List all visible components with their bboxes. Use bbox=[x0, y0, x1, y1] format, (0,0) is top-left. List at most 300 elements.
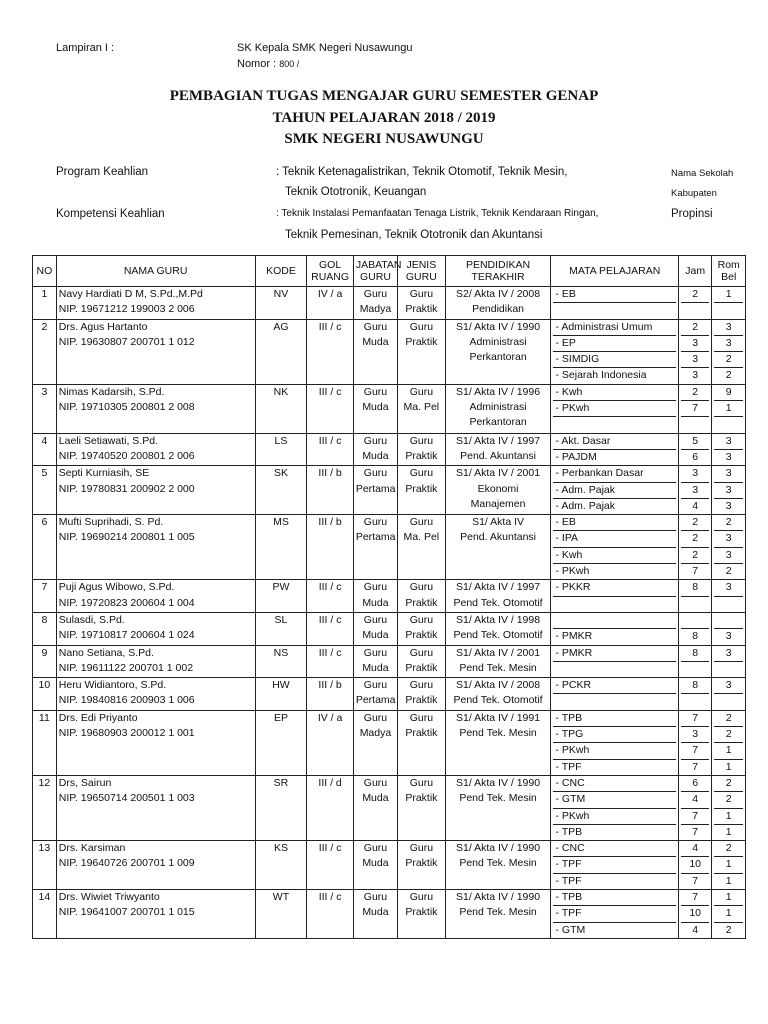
cell-jabatan: Guru Muda bbox=[353, 580, 397, 613]
teacher-name: Mufti Suprihadi, S. Pd. bbox=[58, 516, 164, 529]
cell-gol: IV / a bbox=[307, 710, 353, 775]
cell-gol: III / b bbox=[307, 678, 353, 711]
jam-value: 3 bbox=[681, 336, 709, 352]
title-line-2: TAHUN PELAJARAN 2018 / 2019 bbox=[272, 110, 496, 126]
cell-nama bbox=[56, 841, 255, 890]
cell-kode: MS bbox=[255, 515, 307, 580]
subject: - PAJDM bbox=[555, 450, 597, 463]
subject bbox=[553, 613, 675, 629]
cell-nama bbox=[56, 889, 255, 938]
cell-jenis: Guru Praktik bbox=[398, 710, 446, 775]
cell-jabatan: Guru Madya bbox=[353, 287, 397, 320]
cell-pendidikan: S1/ Akta IV Pend. Akuntansi bbox=[445, 515, 551, 580]
cell-jabatan: Guru Muda bbox=[353, 319, 397, 384]
cell-no: 12 bbox=[33, 775, 57, 840]
table-row bbox=[33, 433, 746, 466]
cell-jenis: Guru Praktik bbox=[398, 841, 446, 890]
subject: - CNC bbox=[553, 776, 675, 792]
rombel-value: 2 bbox=[725, 369, 732, 382]
table-row bbox=[33, 515, 746, 580]
cell-nama bbox=[56, 466, 255, 515]
rombel-value: 3 bbox=[714, 466, 743, 482]
subject: - EB bbox=[553, 287, 675, 303]
jam-value: 2 bbox=[681, 531, 709, 547]
col-mapel: MATA PELAJARAN bbox=[551, 256, 678, 287]
teacher-nip: NIP. 19720823 200604 1 004 bbox=[58, 596, 195, 609]
cell-pendidikan: S1/ Akta IV / 1990 Pend Tek. Mesin bbox=[445, 775, 551, 840]
teacher-name: Drs. Wiwiet Triwyanto bbox=[58, 890, 160, 903]
teacher-nip: NIP. 19650714 200501 1 003 bbox=[58, 792, 195, 805]
teacher-name: Nano Setiana, S.Pd. bbox=[58, 646, 154, 659]
subject: - EP bbox=[553, 336, 675, 352]
rombel-value: 2 bbox=[714, 776, 743, 792]
subject: - PKwh bbox=[553, 809, 675, 825]
cell-jabatan: Guru Muda bbox=[353, 841, 397, 890]
jam-value: 8 bbox=[681, 646, 709, 662]
subject: - TPF bbox=[555, 874, 582, 887]
subject: - TPF bbox=[555, 760, 582, 773]
jam-value: 3 bbox=[681, 483, 709, 499]
cell-mapel bbox=[551, 612, 678, 645]
cell-rombel bbox=[712, 466, 746, 515]
subject: - Kwh bbox=[553, 385, 675, 401]
subject: - TPB bbox=[555, 825, 583, 838]
cell-pendidikan: S1/ Akta IV / 2001 Ekonomi Manajemen bbox=[445, 466, 551, 515]
teacher-nip: NIP. 19710817 200604 1 024 bbox=[58, 629, 195, 642]
teacher-nip: NIP. 19710305 200801 2 008 bbox=[58, 401, 195, 414]
cell-jabatan: Guru Pertama bbox=[353, 678, 397, 711]
cell-pendidikan: S1/ Akta IV / 1997 Pend Tek. Otomotif bbox=[445, 580, 551, 613]
subject: - TPF bbox=[553, 906, 675, 922]
cell-mapel bbox=[551, 678, 678, 711]
cell-jenis: Guru Praktik bbox=[398, 319, 446, 384]
cell-nama bbox=[56, 433, 255, 466]
jam-value: 2 bbox=[681, 320, 709, 336]
subject: - PKwh bbox=[553, 743, 675, 759]
col-gol: GOL RUANG bbox=[307, 256, 353, 287]
cell-mapel bbox=[551, 580, 678, 613]
teacher-name: Drs. Karsiman bbox=[58, 842, 126, 855]
cell-kode: SK bbox=[255, 466, 307, 515]
cell-nama bbox=[56, 384, 255, 433]
rombel-value: 3 bbox=[714, 434, 743, 450]
cell-jenis: Guru Ma. Pel bbox=[398, 384, 446, 433]
cell-gol: III / b bbox=[307, 515, 353, 580]
subject: - EB bbox=[553, 515, 675, 531]
jam-value bbox=[681, 613, 709, 629]
table-row bbox=[33, 841, 746, 890]
cell-gol: III / c bbox=[307, 433, 353, 466]
teaching-assignment-table bbox=[32, 255, 746, 939]
cell-gol: III / c bbox=[307, 384, 353, 433]
rombel-value: 2 bbox=[725, 565, 732, 578]
rombel-value: 2 bbox=[714, 792, 743, 808]
cell-jam bbox=[678, 384, 711, 433]
cell-jabatan: Guru Muda bbox=[353, 384, 397, 433]
jam-value: 2 bbox=[681, 515, 709, 531]
col-jenis: JENIS GURU bbox=[398, 256, 446, 287]
teacher-nip: NIP. 19840816 200903 1 006 bbox=[58, 694, 195, 707]
cell-jam bbox=[678, 678, 711, 711]
subject: - TPF bbox=[553, 857, 675, 873]
cell-nama bbox=[56, 775, 255, 840]
rombel-value: 1 bbox=[725, 760, 732, 773]
cell-rombel bbox=[712, 678, 746, 711]
cell-kode: AG bbox=[255, 319, 307, 384]
cell-mapel bbox=[551, 775, 678, 840]
cell-jam bbox=[678, 515, 711, 580]
rombel-value: 9 bbox=[714, 385, 743, 401]
jam-value: 10 bbox=[681, 906, 709, 922]
subject: - PKwh bbox=[555, 565, 590, 578]
teacher-name: Drs, Sairun bbox=[58, 776, 112, 789]
subject: - Akt. Dasar bbox=[553, 434, 675, 450]
cell-jenis: Guru Praktik bbox=[398, 466, 446, 515]
right-kabupaten: Kabupaten bbox=[671, 188, 717, 199]
cell-jam bbox=[678, 466, 711, 515]
subject: - PCKR bbox=[553, 678, 675, 694]
teacher-name: Drs. Agus Hartanto bbox=[58, 320, 148, 333]
teacher-nip: NIP. 19640726 200701 1 009 bbox=[58, 857, 195, 870]
cell-no: 3 bbox=[33, 384, 57, 433]
subject: - Adm. Pajak bbox=[553, 483, 675, 499]
subject: - GTM bbox=[555, 923, 586, 936]
cell-jabatan: Guru Muda bbox=[353, 775, 397, 840]
cell-kode: SL bbox=[255, 612, 307, 645]
subject: - GTM bbox=[553, 792, 675, 808]
rombel-value: 2 bbox=[714, 841, 743, 857]
subject bbox=[553, 303, 675, 318]
cell-pendidikan: S1/ Akta IV / 1990 Pend Tek. Mesin bbox=[445, 841, 551, 890]
cell-jenis: Guru Praktik bbox=[398, 889, 446, 938]
subject: - PKKR bbox=[553, 580, 675, 596]
cell-nama bbox=[56, 678, 255, 711]
cell-no: 11 bbox=[33, 710, 57, 775]
rombel-value: 2 bbox=[714, 352, 743, 368]
cell-mapel bbox=[551, 515, 678, 580]
program-value-2: Teknik Ototronik, Keuangan bbox=[285, 186, 427, 198]
cell-rombel bbox=[712, 580, 746, 613]
col-no: NO bbox=[33, 256, 57, 287]
rombel-value bbox=[714, 303, 743, 318]
cell-gol: III / c bbox=[307, 580, 353, 613]
jam-value: 8 bbox=[692, 630, 699, 643]
cell-gol: III / c bbox=[307, 889, 353, 938]
cell-nama bbox=[56, 319, 255, 384]
cell-kode: KS bbox=[255, 841, 307, 890]
jam-value bbox=[681, 662, 709, 677]
cell-jenis: Guru Ma. Pel bbox=[398, 515, 446, 580]
rombel-value: 1 bbox=[714, 906, 743, 922]
cell-jabatan: Guru Muda bbox=[353, 433, 397, 466]
subject: - TPG bbox=[553, 727, 675, 743]
jam-value: 7 bbox=[681, 809, 709, 825]
cell-pendidikan: S1/ Akta IV / 2008 Pend Tek. Otomotif bbox=[445, 678, 551, 711]
rombel-value bbox=[714, 662, 743, 677]
cell-jam bbox=[678, 841, 711, 890]
cell-nama bbox=[56, 515, 255, 580]
right-propinsi: Propinsi bbox=[671, 208, 713, 220]
jam-value: 8 bbox=[681, 580, 709, 596]
subject: - Administrasi Umum bbox=[553, 320, 675, 336]
rombel-value: 1 bbox=[714, 743, 743, 759]
rombel-value: 3 bbox=[714, 531, 743, 547]
rombel-value: 3 bbox=[714, 646, 743, 662]
jam-value: 10 bbox=[681, 857, 709, 873]
subject: - PMKR bbox=[553, 646, 675, 662]
cell-gol: III / b bbox=[307, 466, 353, 515]
subject bbox=[553, 597, 675, 612]
teacher-name: Laeli Setiawati, S.Pd. bbox=[58, 434, 158, 447]
jam-value bbox=[681, 597, 709, 612]
table-row bbox=[33, 775, 746, 840]
cell-jenis: Guru Praktik bbox=[398, 287, 446, 320]
jam-value: 3 bbox=[681, 352, 709, 368]
subject bbox=[553, 694, 675, 709]
nomor-label: Nomor : bbox=[237, 58, 277, 70]
cell-mapel bbox=[551, 466, 678, 515]
teacher-name: Navy Hardiati D M, S.Pd.,M.Pd bbox=[58, 288, 203, 300]
kompetensi-value-1: : Teknik Instalasi Pemanfaatan Tenaga Listrik, Teknik Kendaraan Ringan, bbox=[276, 208, 599, 219]
teacher-name: Nimas Kadarsih, S.Pd. bbox=[58, 385, 165, 398]
cell-no: 2 bbox=[33, 319, 57, 384]
cell-pendidikan: S1/ Akta IV / 1998 Pend Tek. Otomotif bbox=[445, 612, 551, 645]
col-rombel: Rom Bel bbox=[712, 256, 746, 287]
teacher-nip: NIP. 19780831 200902 2 000 bbox=[58, 482, 195, 495]
jam-value: 6 bbox=[692, 450, 699, 463]
col-jam: Jam bbox=[678, 256, 711, 287]
rombel-value: 1 bbox=[714, 401, 743, 417]
rombel-value: 1 bbox=[714, 287, 743, 303]
cell-jenis: Guru Praktik bbox=[398, 645, 446, 678]
cell-rombel bbox=[712, 384, 746, 433]
cell-gol: IV / a bbox=[307, 287, 353, 320]
cell-rombel bbox=[712, 433, 746, 466]
teacher-name: Septi Kurniasih, SE bbox=[58, 467, 150, 480]
cell-jam bbox=[678, 889, 711, 938]
rombel-value bbox=[714, 694, 743, 709]
rombel-value: 3 bbox=[714, 548, 743, 564]
cell-mapel bbox=[551, 384, 678, 433]
rombel-value: 3 bbox=[714, 320, 743, 336]
cell-no: 6 bbox=[33, 515, 57, 580]
table-row bbox=[33, 645, 746, 678]
cell-pendidikan: S1/ Akta IV / 1991 Pend Tek. Mesin bbox=[445, 710, 551, 775]
teacher-name: Sulasdi, S.Pd. bbox=[58, 613, 125, 626]
rombel-value: 1 bbox=[714, 809, 743, 825]
jam-value: 2 bbox=[681, 287, 709, 303]
table-header-row bbox=[33, 256, 746, 287]
subject: - Kwh bbox=[553, 548, 675, 564]
cell-pendidikan: S1/ Akta IV / 1997 Pend. Akuntansi bbox=[445, 433, 551, 466]
subject: - PMKR bbox=[555, 630, 593, 643]
jam-value: 4 bbox=[692, 923, 699, 936]
subject: - PKwh bbox=[553, 401, 675, 417]
jam-value bbox=[681, 303, 709, 318]
cell-rombel bbox=[712, 841, 746, 890]
cell-nama bbox=[56, 645, 255, 678]
teacher-name: Puji Agus Wibowo, S.Pd. bbox=[58, 581, 175, 594]
cell-pendidikan: S2/ Akta IV / 2008 Pendidikan bbox=[445, 287, 551, 320]
subject: - IPA bbox=[553, 531, 675, 547]
table-row bbox=[33, 710, 746, 775]
teacher-name: Drs. Edi Priyanto bbox=[58, 711, 138, 724]
teacher-nip: NIP. 19630807 200701 1 012 bbox=[58, 335, 195, 348]
rombel-value: 3 bbox=[714, 483, 743, 499]
kompetensi-label: Kompetensi Keahlian bbox=[56, 208, 165, 220]
right-nama-sekolah: Nama Sekolah bbox=[671, 168, 734, 179]
cell-jam bbox=[678, 612, 711, 645]
cell-gol: III / c bbox=[307, 645, 353, 678]
kompetensi-value-2: Teknik Pemesinan, Teknik Ototronik dan Akuntansi bbox=[285, 229, 543, 241]
cell-rombel bbox=[712, 515, 746, 580]
rombel-value: 2 bbox=[714, 727, 743, 743]
rombel-value bbox=[714, 597, 743, 612]
jam-value: 8 bbox=[681, 678, 709, 694]
jam-value bbox=[681, 417, 709, 432]
cell-rombel bbox=[712, 319, 746, 384]
cell-jenis: Guru Praktik bbox=[398, 612, 446, 645]
subject: - Perbankan Dasar bbox=[553, 466, 675, 482]
jam-value: 3 bbox=[681, 466, 709, 482]
rombel-value: 3 bbox=[714, 336, 743, 352]
jam-value: 2 bbox=[681, 385, 709, 401]
lampiran-label: Lampiran I : bbox=[56, 42, 115, 54]
cell-rombel bbox=[712, 889, 746, 938]
jam-value: 4 bbox=[681, 841, 709, 857]
cell-mapel bbox=[551, 287, 678, 320]
cell-no: 10 bbox=[33, 678, 57, 711]
col-kode: KODE bbox=[255, 256, 307, 287]
cell-kode: SR bbox=[255, 775, 307, 840]
cell-nama bbox=[56, 612, 255, 645]
jam-value: 3 bbox=[692, 369, 699, 382]
cell-pendidikan: S1/ Akta IV / 1990 Administrasi Perkantoran bbox=[445, 319, 551, 384]
cell-nama bbox=[56, 287, 255, 320]
cell-gol: III / c bbox=[307, 612, 353, 645]
rombel-value: 1 bbox=[725, 825, 732, 838]
table-row bbox=[33, 287, 746, 320]
jam-value: 6 bbox=[681, 776, 709, 792]
cell-jabatan: Guru Muda bbox=[353, 889, 397, 938]
cell-no: 1 bbox=[33, 287, 57, 320]
cell-no: 4 bbox=[33, 433, 57, 466]
rombel-value: 1 bbox=[725, 874, 732, 887]
cell-rombel bbox=[712, 287, 746, 320]
subject bbox=[553, 662, 675, 677]
cell-mapel bbox=[551, 433, 678, 466]
subject: - CNC bbox=[553, 841, 675, 857]
rombel-value: 2 bbox=[714, 515, 743, 531]
cell-kode: NV bbox=[255, 287, 307, 320]
cell-kode: LS bbox=[255, 433, 307, 466]
cell-jam bbox=[678, 580, 711, 613]
rombel-value: 3 bbox=[725, 450, 732, 463]
cell-nama bbox=[56, 580, 255, 613]
cell-jam bbox=[678, 645, 711, 678]
cell-mapel bbox=[551, 889, 678, 938]
cell-rombel bbox=[712, 645, 746, 678]
rombel-value: 1 bbox=[714, 890, 743, 906]
cell-kode: PW bbox=[255, 580, 307, 613]
subject: - Sejarah Indonesia bbox=[555, 369, 647, 382]
cell-mapel bbox=[551, 319, 678, 384]
cell-jam bbox=[678, 710, 711, 775]
cell-no: 5 bbox=[33, 466, 57, 515]
title-line-1: PEMBAGIAN TUGAS MENGAJAR GURU SEMESTER GENAP bbox=[169, 88, 599, 104]
cell-gol: III / c bbox=[307, 841, 353, 890]
cell-jam bbox=[678, 775, 711, 840]
teacher-name: Heru Widiantoro, S.Pd. bbox=[58, 679, 167, 692]
rombel-value: 2 bbox=[725, 923, 732, 936]
rombel-value bbox=[714, 613, 743, 629]
jam-value: 7 bbox=[681, 711, 709, 727]
table-row bbox=[33, 466, 746, 515]
subject: - TPB bbox=[553, 890, 675, 906]
cell-pendidikan: S1/ Akta IV / 2001 Pend Tek. Mesin bbox=[445, 645, 551, 678]
cell-no: 14 bbox=[33, 889, 57, 938]
cell-jenis: Guru Praktik bbox=[398, 775, 446, 840]
jam-value: 4 bbox=[692, 499, 699, 512]
cell-no: 13 bbox=[33, 841, 57, 890]
table-row bbox=[33, 678, 746, 711]
jam-value: 7 bbox=[681, 890, 709, 906]
cell-kode: NK bbox=[255, 384, 307, 433]
jam-value: 7 bbox=[681, 743, 709, 759]
cell-mapel bbox=[551, 710, 678, 775]
nomor-value: 800 / bbox=[279, 59, 300, 69]
jam-value: 7 bbox=[692, 565, 699, 578]
sk-text: SK Kepala SMK Negeri Nusawungu bbox=[237, 42, 413, 54]
rombel-value: 2 bbox=[714, 711, 743, 727]
cell-mapel bbox=[551, 841, 678, 890]
jam-value: 3 bbox=[681, 727, 709, 743]
cell-no: 9 bbox=[33, 645, 57, 678]
subject: - SIMDIG bbox=[553, 352, 675, 368]
table-row bbox=[33, 889, 746, 938]
cell-no: 8 bbox=[33, 612, 57, 645]
table-row bbox=[33, 319, 746, 384]
cell-kode: EP bbox=[255, 710, 307, 775]
cell-jabatan: Guru Madya bbox=[353, 710, 397, 775]
jam-value: 7 bbox=[692, 825, 699, 838]
rombel-value: 3 bbox=[714, 580, 743, 596]
program-label: Program Keahlian bbox=[56, 166, 149, 178]
cell-rombel bbox=[712, 612, 746, 645]
cell-jenis: Guru Praktik bbox=[398, 580, 446, 613]
jam-value: 7 bbox=[681, 401, 709, 417]
rombel-value bbox=[714, 417, 743, 432]
nomor-line bbox=[237, 58, 299, 70]
teacher-nip: NIP. 19680903 200012 1 001 bbox=[58, 727, 195, 740]
cell-kode: NS bbox=[255, 645, 307, 678]
cell-gol: III / d bbox=[307, 775, 353, 840]
jam-value: 2 bbox=[681, 548, 709, 564]
cell-pendidikan: S1/ Akta IV / 1990 Pend Tek. Mesin bbox=[445, 889, 551, 938]
cell-kode: HW bbox=[255, 678, 307, 711]
title-line-3: SMK NEGERI NUSAWUNGU bbox=[284, 131, 484, 147]
cell-jenis: Guru Praktik bbox=[398, 678, 446, 711]
cell-jabatan: Guru Pertama bbox=[353, 515, 397, 580]
subject: - Adm. Pajak bbox=[555, 499, 616, 512]
subject bbox=[553, 417, 675, 432]
col-nama: NAMA GURU bbox=[56, 256, 255, 287]
cell-nama bbox=[56, 710, 255, 775]
cell-jabatan: Guru Muda bbox=[353, 612, 397, 645]
program-value-1: : Teknik Ketenagalistrikan, Teknik Otomotif, Teknik Mesin, bbox=[276, 166, 568, 178]
cell-rombel bbox=[712, 775, 746, 840]
teacher-nip: NIP. 19690214 200801 1 005 bbox=[58, 531, 195, 544]
